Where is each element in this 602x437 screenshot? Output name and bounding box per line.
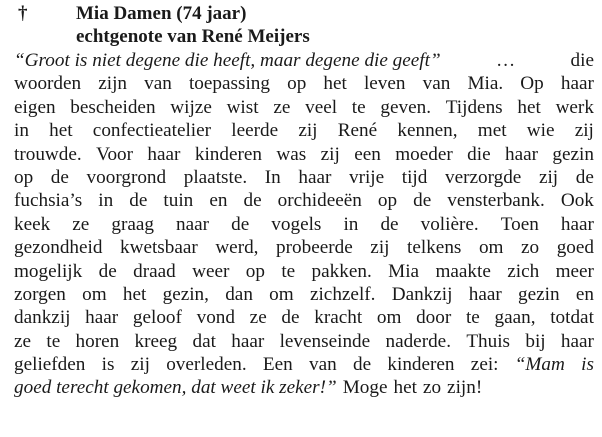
body-word: haar bbox=[468, 283, 502, 305]
body-word: vrije bbox=[348, 166, 385, 188]
body-word: bescheiden bbox=[70, 96, 156, 118]
body-word: vond bbox=[196, 307, 235, 329]
body-word: gezin bbox=[518, 283, 560, 305]
body-line bbox=[14, 283, 594, 306]
body-word: moeder bbox=[395, 143, 453, 165]
body-word: horen bbox=[75, 330, 120, 352]
body-word: en bbox=[575, 283, 594, 305]
body-word: verzorgde bbox=[444, 166, 522, 188]
body-word: het bbox=[122, 283, 147, 305]
body-word: … bbox=[496, 50, 516, 71]
body-word: volière. bbox=[420, 213, 479, 235]
body-word: “Mam bbox=[514, 354, 565, 376]
body-word: de bbox=[231, 213, 250, 235]
body-line bbox=[14, 72, 594, 95]
body-word: Dankzij bbox=[391, 283, 453, 305]
body-word: leerde bbox=[231, 120, 279, 142]
body-word: het bbox=[393, 377, 417, 399]
body-word: die bbox=[570, 50, 594, 71]
body-word: om bbox=[376, 307, 402, 329]
body-line bbox=[14, 213, 594, 236]
body-word: woorden bbox=[14, 73, 82, 95]
body-word: kreeg bbox=[134, 330, 178, 352]
body-word: “Groot is niet degene die heeft, maar degene die geeft” bbox=[14, 50, 441, 71]
body-word: naderde. bbox=[385, 330, 451, 352]
body-word: Thuis bbox=[466, 330, 511, 352]
body-word: is bbox=[581, 354, 594, 376]
body-word: wist bbox=[226, 96, 259, 118]
body-word: in bbox=[14, 120, 29, 142]
body-word: te bbox=[465, 307, 480, 329]
body-word: zei: bbox=[470, 354, 499, 376]
body-word: zijn bbox=[98, 73, 128, 95]
body-word: zij bbox=[574, 120, 594, 142]
body-word: graag bbox=[111, 213, 154, 235]
body-word: veel bbox=[305, 96, 338, 118]
body-word: Voor bbox=[96, 143, 134, 165]
body-word: ze bbox=[273, 96, 291, 118]
body-word: ze bbox=[14, 330, 32, 352]
body-word: de bbox=[575, 166, 594, 188]
body-word: geven. bbox=[380, 96, 432, 118]
body-word: Tijdens bbox=[445, 96, 503, 118]
body-word: geloof bbox=[132, 307, 182, 329]
body-word: bij bbox=[525, 330, 546, 352]
body-word: om bbox=[269, 283, 294, 305]
body-word: van bbox=[309, 354, 337, 376]
body-word: dan bbox=[225, 283, 253, 305]
body-word: Mia bbox=[388, 260, 420, 282]
body-word: zij bbox=[130, 354, 150, 376]
body-word: plaatste. bbox=[183, 166, 248, 188]
body-word: weer bbox=[192, 260, 230, 282]
body-word: levenseinde bbox=[279, 330, 371, 352]
body-word: haar bbox=[560, 213, 594, 235]
body-word: met bbox=[477, 120, 507, 142]
body-word: het bbox=[517, 96, 541, 118]
body-word: werd, bbox=[215, 237, 259, 259]
body-word: wijze bbox=[170, 96, 212, 118]
body-word: op bbox=[14, 166, 34, 188]
body-word: de bbox=[413, 190, 432, 212]
body-word: kinderen bbox=[194, 143, 262, 165]
body-word: zo bbox=[422, 377, 442, 399]
body-word: kinderen bbox=[387, 354, 455, 376]
body-word: toepassing bbox=[188, 73, 270, 95]
body-word: het bbox=[323, 73, 347, 95]
body-word: het bbox=[49, 120, 73, 142]
body-word: op bbox=[245, 260, 265, 282]
body-word: de bbox=[353, 354, 372, 376]
body-word: zij bbox=[538, 166, 559, 188]
body-word: in bbox=[343, 213, 359, 235]
cross-symbol: † bbox=[18, 3, 28, 24]
body-word: van bbox=[422, 73, 451, 95]
deceased-name: Mia Damen (74 jaar) bbox=[76, 3, 247, 24]
body-word: zij bbox=[298, 120, 318, 142]
body-word: te bbox=[351, 96, 366, 118]
body-word: goed terecht gekomen, dat weet ik zeker!” bbox=[14, 377, 337, 399]
body-word: werk bbox=[555, 96, 594, 118]
body-word: In bbox=[264, 166, 281, 188]
body-word: dat bbox=[192, 330, 216, 352]
body-word: zo bbox=[521, 237, 540, 259]
body-line bbox=[14, 49, 594, 72]
body-word: vogels bbox=[271, 213, 322, 235]
body-line bbox=[14, 143, 594, 166]
body-word: ze bbox=[249, 307, 267, 329]
body-word: haar bbox=[85, 307, 119, 329]
body-word: René bbox=[337, 120, 378, 142]
body-word: die bbox=[467, 143, 491, 165]
body-word: Op bbox=[520, 73, 544, 95]
body-line bbox=[14, 166, 594, 189]
body-word: de bbox=[98, 260, 117, 282]
body-word: te bbox=[46, 330, 61, 352]
body-word: probeerde bbox=[276, 237, 353, 259]
body-word: zorgen bbox=[14, 283, 66, 305]
body-word: Ook bbox=[560, 190, 594, 212]
body-word: gezin, bbox=[162, 283, 209, 305]
body-word: geliefden bbox=[14, 354, 86, 376]
body-word: voorgrond bbox=[86, 166, 167, 188]
body-word: kracht bbox=[314, 307, 363, 329]
body-word: haar bbox=[231, 330, 265, 352]
body-word: kennen, bbox=[397, 120, 458, 142]
body-word: ze bbox=[72, 213, 90, 235]
body-word: in bbox=[98, 190, 114, 212]
body-word: op bbox=[377, 190, 398, 212]
body-word: totdat bbox=[550, 307, 594, 329]
body-word: en bbox=[209, 190, 228, 212]
body-word: naar bbox=[176, 213, 210, 235]
body-word: trouwde. bbox=[14, 143, 82, 165]
body-word: goed bbox=[556, 237, 594, 259]
body-word: haar bbox=[560, 330, 594, 352]
body-word: zijn! bbox=[447, 377, 483, 399]
body-word: overleden. bbox=[166, 354, 247, 376]
body-word: meer bbox=[555, 260, 594, 282]
body-word: haar bbox=[298, 166, 332, 188]
body-line bbox=[14, 260, 594, 283]
body-word: fuchsia’s bbox=[14, 190, 83, 212]
body-word: haar bbox=[505, 143, 539, 165]
spouse-line: echtgenote van René Meijers bbox=[76, 26, 310, 47]
body-word: vensterbank. bbox=[447, 190, 545, 212]
body-word: op bbox=[287, 73, 307, 95]
body-word: Toen bbox=[500, 213, 539, 235]
body-word: gaan, bbox=[494, 307, 536, 329]
body-word: tijd bbox=[401, 166, 428, 188]
body-word: de bbox=[129, 190, 148, 212]
body-word: wie bbox=[526, 120, 555, 142]
body-word: maakte bbox=[435, 260, 491, 282]
body-word: Mia. bbox=[467, 73, 504, 95]
body-word: telkens bbox=[407, 237, 462, 259]
body-word: tuin bbox=[163, 190, 194, 212]
body-word: zich bbox=[507, 260, 540, 282]
body-word: gezondheid bbox=[14, 237, 103, 259]
body-word: de bbox=[243, 190, 262, 212]
body-word: orchideeën bbox=[277, 190, 362, 212]
body-line bbox=[14, 119, 594, 142]
body-word: pakken. bbox=[311, 260, 372, 282]
body-line bbox=[14, 353, 594, 376]
body-word: draad bbox=[133, 260, 176, 282]
body-line bbox=[14, 96, 594, 119]
body-word: zichzelf. bbox=[309, 283, 376, 305]
body-word: van bbox=[144, 73, 172, 95]
body-line bbox=[14, 376, 594, 399]
body-word: zij bbox=[370, 237, 390, 259]
body-word: de bbox=[380, 213, 399, 235]
body-word: om bbox=[82, 283, 107, 305]
body-word: door bbox=[416, 307, 452, 329]
body-word: Moge bbox=[342, 377, 388, 399]
body-line bbox=[14, 236, 594, 259]
body-word: haar bbox=[147, 143, 181, 165]
body-word: confectieatelier bbox=[92, 120, 212, 142]
body-line bbox=[14, 306, 594, 329]
body-word: keek bbox=[14, 213, 51, 235]
body-word: haar bbox=[560, 73, 594, 95]
body-word: eigen bbox=[14, 96, 56, 118]
body-word: om bbox=[478, 237, 504, 259]
body-line bbox=[14, 330, 594, 353]
obituary-heading bbox=[76, 2, 310, 48]
body-word: de bbox=[50, 166, 69, 188]
body-word: zij bbox=[320, 143, 340, 165]
obituary-body bbox=[14, 49, 594, 400]
body-word: kwetsbaar bbox=[120, 237, 198, 259]
body-word: was bbox=[276, 143, 307, 165]
body-line bbox=[14, 189, 594, 212]
body-word: gezin bbox=[552, 143, 594, 165]
body-word: dankzij bbox=[14, 307, 71, 329]
body-word: is bbox=[101, 354, 115, 376]
body-word: de bbox=[281, 307, 300, 329]
body-word: een bbox=[354, 143, 381, 165]
body-word: te bbox=[281, 260, 296, 282]
body-word: leven bbox=[363, 73, 406, 95]
body-word: mogelijk bbox=[14, 260, 83, 282]
body-word: Een bbox=[262, 354, 293, 376]
